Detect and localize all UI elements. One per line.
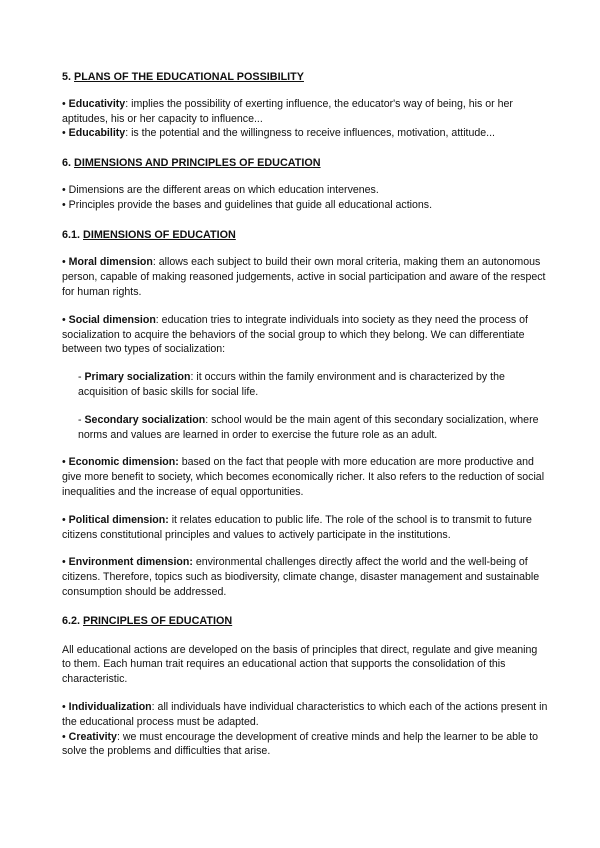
dash: - [78, 413, 82, 426]
moral-dimension-item [62, 255, 548, 299]
principles-definition: • Principles provide the bases and guidelines that guide all educational actions. [62, 198, 433, 211]
section-6-2-number: 6.2. [62, 614, 81, 627]
moral-dimension-text: : allows each subject to build their own moral criteria, making them an autonomous person, capable of making reasoned judgements, active in social participation and aware of the respect for human rights. [62, 256, 546, 298]
environment-dimension-text: environmental challenges directly affect the world and the well-being of citizens. Therefore, topics such as biodiversity, climate change, disaster management and sustainable consumption should be addressed. [62, 556, 540, 598]
individualization-text: : all individuals have individual characteristics to which each of the actions present in the educational process must be adapted. [62, 700, 548, 728]
political-dimension-term: Political dimension: [68, 513, 169, 526]
section-6-2-title: PRINCIPLES OF EDUCATION [83, 614, 233, 627]
secondary-socialization-term: Secondary socialization [84, 413, 206, 426]
political-dimension-item [62, 513, 548, 543]
individualization-item [62, 700, 548, 730]
creativity-item [62, 730, 548, 760]
bullet: • [62, 256, 66, 269]
economic-dimension-text: based on the fact that people with more education are more productive and give more benefit to society, which becomes economically richer. It also refers to the reduction of social inequalities and the increase of equal opportunities. [62, 456, 545, 498]
educability-item [62, 126, 548, 141]
bullet: • [62, 556, 66, 569]
section-6-title: DIMENSIONS AND PRINCIPLES OF EDUCATION [74, 157, 321, 170]
section-5-heading [62, 70, 548, 85]
social-dimension-item [62, 313, 548, 357]
economic-dimension-term: Economic dimension: [68, 456, 179, 469]
educativity-text: : implies the possibility of exerting influence, the educator's way of being, his or her aptitudes, his or her capacity to influence... [62, 97, 513, 125]
section-5-title: PLANS OF THE EDUCATIONAL POSSIBILITY [74, 71, 304, 83]
educability-term: Educability [68, 127, 126, 140]
section-6-heading [62, 156, 548, 171]
secondary-socialization-item [62, 413, 548, 443]
bullet: • [62, 700, 66, 713]
creativity-term: Creativity [68, 730, 117, 743]
document-page [62, 70, 548, 759]
social-dimension-term: Social dimension [68, 313, 156, 326]
bullet: • [62, 730, 66, 743]
section-6-number: 6. [62, 157, 72, 170]
bullet: • [62, 513, 66, 526]
section-6-1-heading [62, 228, 548, 243]
educability-text: : is the potential and the willingness to receive influences, motivation, attitude... [125, 127, 496, 140]
bullet: • [62, 97, 66, 110]
section-6-1-title: DIMENSIONS OF EDUCATION [83, 228, 236, 241]
individualization-term: Individualization [68, 700, 152, 713]
secondary-socialization-text: : school would be the main agent of this secondary socialization, where norms and values are learned in order to exercise the future role as an adult. [78, 413, 539, 441]
bullet: • [62, 127, 66, 140]
primary-socialization-term: Primary socialization [84, 371, 191, 384]
bullet: • [62, 456, 66, 469]
creativity-text: : we must encourage the development of creative minds and help the learner to be able to solve the problems and difficulties that arise. [62, 730, 539, 758]
section-6-2-heading [62, 614, 548, 629]
environment-dimension-item [62, 555, 548, 599]
dash: - [78, 371, 82, 384]
moral-dimension-term: Moral dimension [68, 256, 153, 269]
principles-intro: All educational actions are developed on the basis of principles that direct, regulate and give meaning to them. Each human trait requires an educational action that supports the consolidation of this characteristic. [62, 643, 538, 686]
bullet: • [62, 313, 66, 326]
section-5-number: 5. [62, 71, 72, 83]
primary-socialization-item [62, 370, 548, 400]
political-dimension-text: it relates education to public life. The role of the school is to transmit to future citizens constitutional principles and values to actively participate in the institutions. [62, 513, 532, 541]
educativity-term: Educativity [68, 97, 126, 110]
social-dimension-text: : education tries to integrate individuals into society as they need the process of socialization to acquire the behaviors of the social group to which they belong. We can differentiate between two types of socialization: [62, 313, 528, 356]
primary-socialization-text: : it occurs within the family environment and is characterized by the acquisition of basic skills for social life. [78, 371, 505, 398]
economic-dimension-item [62, 455, 548, 499]
environment-dimension-term: Environment dimension: [68, 556, 193, 569]
dimensions-definition: • Dimensions are the different areas on which education intervenes. [62, 183, 379, 196]
section-6-1-number: 6.1. [62, 228, 81, 241]
educativity-item [62, 97, 548, 127]
